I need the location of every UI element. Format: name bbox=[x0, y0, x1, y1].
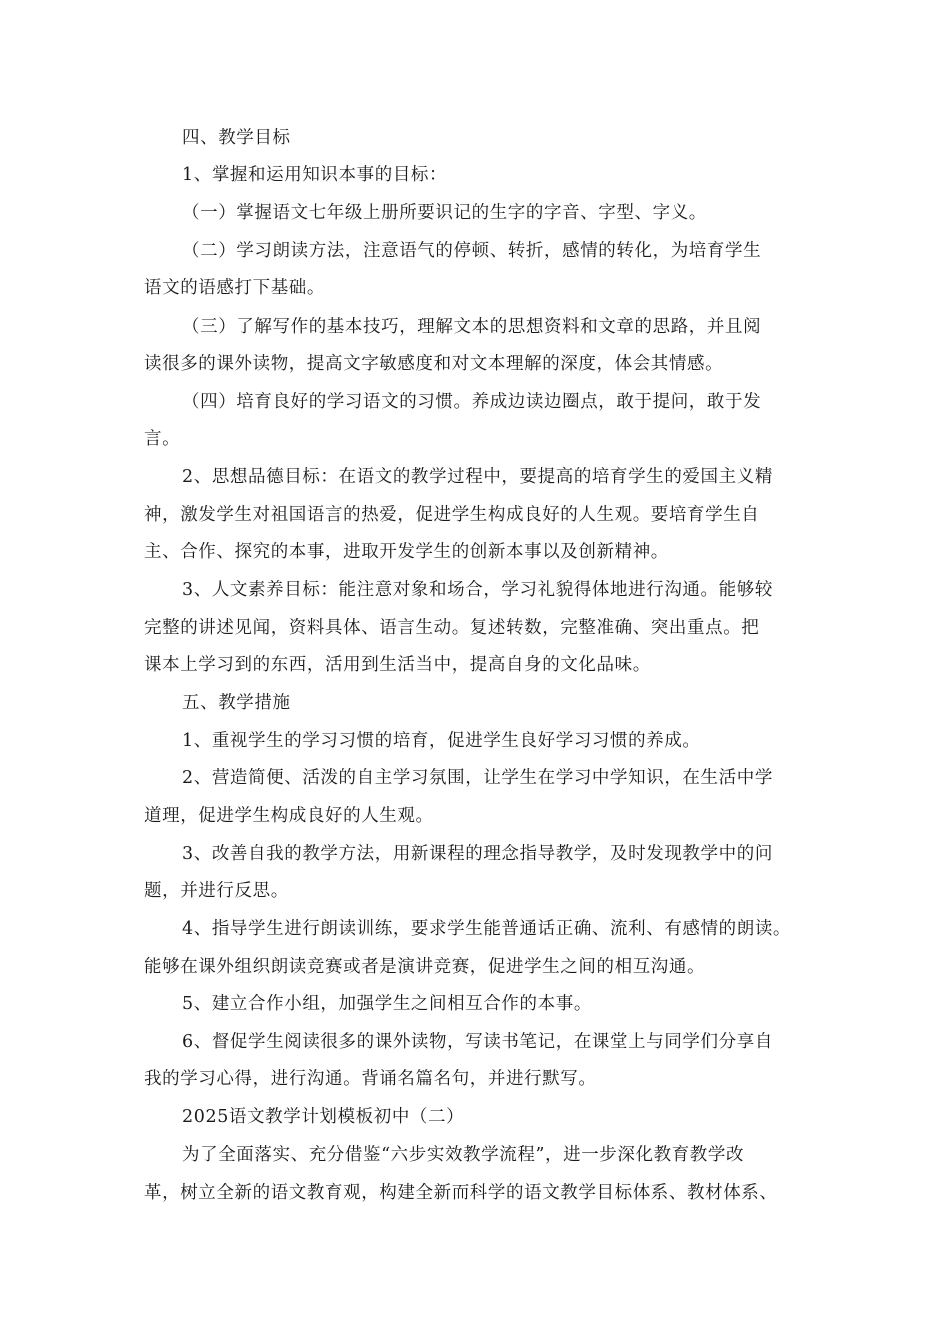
paragraph-line: 3、人文素养目标：能注意对象和场合，学习礼貌得体地进行沟通。能够较 bbox=[182, 580, 773, 600]
paragraph-line: （三）了解写作的基本技巧，理解文本的思想资料和文章的思路，并且阅 bbox=[182, 317, 762, 337]
paragraph-line: （一）掌握语文七年级上册所要识记的生字的字音、字型、字义。 bbox=[182, 203, 707, 223]
paragraph-line: 题，并进行反思。 bbox=[144, 881, 289, 901]
paragraph-line: 5、建立合作小组，加强学生之间相互合作的本事。 bbox=[182, 994, 592, 1014]
paragraph-line: 3、改善自我的教学方法，用新课程的理念指导教学，及时发现教学中的问 bbox=[182, 844, 773, 864]
paragraph-line: 读很多的课外读物，提高文字敏感度和对文本理解的深度，体会其情感。 bbox=[144, 354, 724, 374]
paragraph-line: 2、思想品德目标：在语文的教学过程中，要提高的培育学生的爱国主义精 bbox=[182, 467, 773, 487]
paragraph-line: 能够在课外组织朗读竞赛或者是演讲竞赛，促进学生之间的相互沟通。 bbox=[144, 957, 706, 977]
paragraph-line: 我的学习心得，进行沟通。背诵名篇名句，并进行默写。 bbox=[144, 1069, 597, 1089]
paragraph-line: 为了全面落实、充分借鉴“六步实效教学流程”，进一步深化教育教学改 bbox=[182, 1145, 745, 1165]
paragraph-line: 道理，促进学生构成良好的人生观。 bbox=[144, 806, 434, 826]
paragraph-line: 2、营造简便、活泼的自主学习氛围，让学生在学习中学知识，在生活中学 bbox=[182, 768, 773, 788]
paragraph-line: 语文的语感打下基础。 bbox=[144, 278, 325, 298]
paragraph-line: 6、督促学生阅读很多的课外读物，写读书笔记，在课堂上与同学们分享自 bbox=[182, 1032, 773, 1052]
paragraph-line: 4、指导学生进行朗读训练，要求学生能普通话正确、流利、有感情的朗读。 bbox=[182, 919, 792, 939]
section-heading: 四、教学目标 bbox=[182, 128, 291, 148]
document-subtitle: 2025语文教学计划模板初中（二） bbox=[182, 1107, 465, 1127]
paragraph-line: 神，激发学生对祖国语言的热爱，促进学生构成良好的人生观。要培育学生自 bbox=[144, 505, 760, 525]
paragraph-line: 革，树立全新的语文教育观，构建全新而科学的语文教学目标体系、教材体系、 bbox=[144, 1183, 778, 1203]
paragraph-line: 1、重视学生的学习习惯的培育，促进学生良好学习习惯的养成。 bbox=[182, 731, 701, 751]
paragraph-line: 1、掌握和运用知识本事的目标： bbox=[182, 165, 448, 185]
paragraph-line: 完整的讲述见闻，资料具体、语言生动。复述转数，完整准确、突出重点。把 bbox=[144, 618, 760, 638]
section-heading: 五、教学措施 bbox=[182, 693, 291, 713]
paragraph-line: 课本上学习到的东西，活用到生活当中，提高自身的文化品味。 bbox=[144, 655, 651, 675]
paragraph-line: （二）学习朗读方法，注意语气的停顿、转折，感情的转化，为培育学生 bbox=[182, 241, 762, 261]
paragraph-line: 主、合作、探究的本事，进取开发学生的创新本事以及创新精神。 bbox=[144, 542, 669, 562]
paragraph-line: （四）培育良好的学习语文的习惯。养成边读边圈点，敢于提问，敢于发 bbox=[182, 392, 762, 412]
paragraph-line: 言。 bbox=[144, 429, 181, 449]
